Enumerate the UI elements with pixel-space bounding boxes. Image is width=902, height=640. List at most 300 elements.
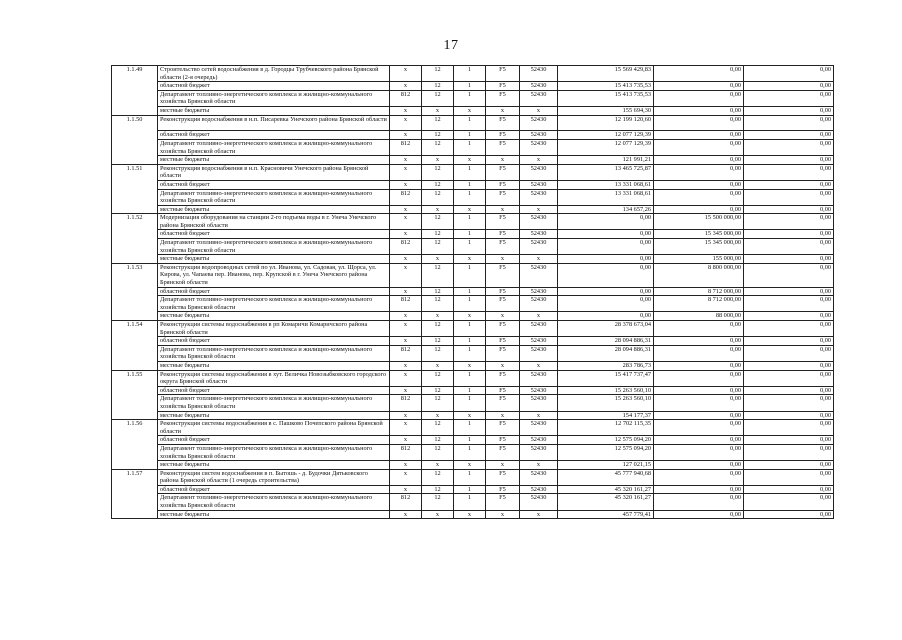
code-cell: x [454, 411, 486, 420]
amount-cell: 0,00 [744, 164, 834, 180]
code-cell: 12 [422, 164, 454, 180]
code-cell: x [486, 255, 520, 264]
amount-cell: 0,00 [558, 312, 654, 321]
table-row [112, 90, 834, 106]
code-cell: x [422, 106, 454, 115]
amount-cell: 0,00 [744, 420, 834, 436]
item-number: 1.1.52 [112, 214, 158, 264]
row-name: Реконструкция систем водоснабжения в п. Бытошь - д. Будочки Дятьковского района Брянской области (1 очередь строительства) [158, 469, 390, 485]
row-name: областной бюджет [158, 337, 390, 346]
amount-cell: 13 331 068,61 [558, 189, 654, 205]
table-row [112, 444, 834, 460]
code-cell: x [390, 82, 422, 91]
code-cell: 812 [390, 239, 422, 255]
code-cell: x [390, 510, 422, 519]
amount-cell: 8 712 000,00 [654, 287, 744, 296]
amount-cell: 121 991,21 [558, 156, 654, 165]
table-row [112, 370, 834, 386]
amount-cell: 0,00 [744, 395, 834, 411]
row-name: областной бюджет [158, 230, 390, 239]
amount-cell: 88 000,00 [654, 312, 744, 321]
code-cell: x [390, 461, 422, 470]
row-name: местные бюджеты [158, 411, 390, 420]
item-number: 1.1.51 [112, 164, 158, 214]
code-cell: x [486, 361, 520, 370]
row-name: Департамент топливно-энергетического комплекса и жилищно-коммунального хозяйства Брянской области [158, 90, 390, 106]
amount-cell: 15 345 000,00 [654, 239, 744, 255]
item-number: 1.1.50 [112, 115, 158, 164]
code-cell: 1 [454, 131, 486, 140]
code-cell: x [520, 411, 558, 420]
table-row [112, 420, 834, 436]
code-cell: x [520, 361, 558, 370]
code-cell: 52430 [520, 189, 558, 205]
code-cell: x [454, 156, 486, 165]
amount-cell: 0,00 [654, 444, 744, 460]
code-cell: 1 [454, 230, 486, 239]
amount-cell: 0,00 [654, 131, 744, 140]
amount-cell: 45 777 940,68 [558, 469, 654, 485]
code-cell: 12 [422, 214, 454, 230]
code-cell: x [390, 485, 422, 494]
code-cell: 12 [422, 395, 454, 411]
amount-cell: 0,00 [558, 263, 654, 287]
code-cell: F5 [486, 139, 520, 155]
amount-cell: 457 779,41 [558, 510, 654, 519]
code-cell: x [486, 461, 520, 470]
row-name: областной бюджет [158, 131, 390, 140]
amount-cell: 28 094 886,31 [558, 345, 654, 361]
amount-cell: 0,00 [744, 411, 834, 420]
amount-cell: 15 413 735,53 [558, 82, 654, 91]
amount-cell: 15 569 429,83 [558, 66, 654, 82]
table-row [112, 115, 834, 131]
amount-cell: 0,00 [654, 321, 744, 337]
row-name: местные бюджеты [158, 361, 390, 370]
budget-table [111, 65, 834, 519]
row-name: областной бюджет [158, 436, 390, 445]
table-row [112, 386, 834, 395]
code-cell: 52430 [520, 90, 558, 106]
code-cell: x [520, 106, 558, 115]
amount-cell: 15 345 000,00 [654, 230, 744, 239]
amount-cell: 0,00 [744, 263, 834, 287]
amount-cell: 0,00 [744, 205, 834, 214]
code-cell: 12 [422, 494, 454, 510]
code-cell: 52430 [520, 115, 558, 131]
code-cell: 52430 [520, 263, 558, 287]
amount-cell: 0,00 [654, 420, 744, 436]
code-cell: x [422, 255, 454, 264]
item-number: 1.1.55 [112, 370, 158, 420]
code-cell: x [520, 312, 558, 321]
code-cell: 52430 [520, 395, 558, 411]
table-row [112, 164, 834, 180]
code-cell: x [486, 156, 520, 165]
code-cell: 812 [390, 345, 422, 361]
code-cell: 812 [390, 395, 422, 411]
amount-cell: 28 378 673,04 [558, 321, 654, 337]
table-row [112, 189, 834, 205]
amount-cell: 8 800 000,00 [654, 263, 744, 287]
amount-cell: 0,00 [744, 139, 834, 155]
table-row [112, 180, 834, 189]
code-cell: x [422, 411, 454, 420]
code-cell: 12 [422, 420, 454, 436]
amount-cell: 0,00 [744, 287, 834, 296]
amount-cell: 0,00 [654, 156, 744, 165]
code-cell: F5 [486, 82, 520, 91]
code-cell: F5 [486, 494, 520, 510]
amount-cell: 0,00 [744, 230, 834, 239]
row-name: Реконструкция системы водоснабжения в рп Комаричи Комаричского района Брянской области [158, 321, 390, 337]
table-row [112, 337, 834, 346]
row-name: областной бюджет [158, 386, 390, 395]
code-cell: 52430 [520, 386, 558, 395]
row-name: Реконструкция водоснабжения в н.п. Красновичи Унечского района Брянской области [158, 164, 390, 180]
table-row [112, 469, 834, 485]
row-name: Департамент топливно-энергетического комплекса и жилищно-коммунального хозяйства Брянской области [158, 444, 390, 460]
amount-cell: 0,00 [558, 230, 654, 239]
code-cell: F5 [486, 239, 520, 255]
amount-cell: 0,00 [654, 337, 744, 346]
amount-cell: 15 263 560,10 [558, 395, 654, 411]
amount-cell: 28 094 886,31 [558, 337, 654, 346]
code-cell: F5 [486, 66, 520, 82]
row-name: Департамент топливно-энергетического комплекса и жилищно-коммунального хозяйства Брянской области [158, 345, 390, 361]
code-cell: 12 [422, 263, 454, 287]
code-cell: 1 [454, 386, 486, 395]
table-row [112, 287, 834, 296]
amount-cell: 0,00 [744, 386, 834, 395]
code-cell: F5 [486, 230, 520, 239]
code-cell: 12 [422, 444, 454, 460]
row-name: местные бюджеты [158, 255, 390, 264]
code-cell: 12 [422, 90, 454, 106]
amount-cell: 0,00 [744, 106, 834, 115]
table-row [112, 361, 834, 370]
code-cell: F5 [486, 180, 520, 189]
code-cell: 1 [454, 469, 486, 485]
code-cell: 52430 [520, 164, 558, 180]
row-name: местные бюджеты [158, 461, 390, 470]
amount-cell: 0,00 [654, 90, 744, 106]
code-cell: 1 [454, 485, 486, 494]
table-body [112, 66, 834, 519]
code-cell: 812 [390, 296, 422, 312]
amount-cell: 0,00 [744, 214, 834, 230]
row-name: Департамент топливно-энергетического комплекса и жилищно-коммунального хозяйства Брянской области [158, 189, 390, 205]
code-cell: 52430 [520, 444, 558, 460]
table-row [112, 436, 834, 445]
row-name: областной бюджет [158, 287, 390, 296]
table-row [112, 411, 834, 420]
amount-cell: 0,00 [654, 436, 744, 445]
amount-cell: 0,00 [654, 205, 744, 214]
amount-cell: 15 500 000,00 [654, 214, 744, 230]
amount-cell: 13 331 068,61 [558, 180, 654, 189]
code-cell: x [520, 255, 558, 264]
code-cell: 1 [454, 296, 486, 312]
code-cell: x [390, 263, 422, 287]
amount-cell: 15 413 735,53 [558, 90, 654, 106]
code-cell: x [520, 156, 558, 165]
code-cell: 1 [454, 164, 486, 180]
row-name: областной бюджет [158, 485, 390, 494]
row-name: Департамент топливно-энергетического комплекса и жилищно-коммунального хозяйства Брянской области [158, 494, 390, 510]
code-cell: F5 [486, 287, 520, 296]
code-cell: 52430 [520, 180, 558, 189]
code-cell: 52430 [520, 214, 558, 230]
code-cell: x [422, 205, 454, 214]
row-name: местные бюджеты [158, 156, 390, 165]
amount-cell: 0,00 [654, 82, 744, 91]
code-cell: F5 [486, 321, 520, 337]
amount-cell: 45 320 161,27 [558, 494, 654, 510]
code-cell: F5 [486, 214, 520, 230]
code-cell: x [390, 115, 422, 131]
code-cell: x [390, 205, 422, 214]
code-cell: F5 [486, 420, 520, 436]
code-cell: x [390, 287, 422, 296]
code-cell: F5 [486, 131, 520, 140]
code-cell: 1 [454, 239, 486, 255]
code-cell: 812 [390, 90, 422, 106]
amount-cell: 12 077 129,39 [558, 139, 654, 155]
code-cell: 12 [422, 180, 454, 189]
code-cell: x [390, 255, 422, 264]
table-row [112, 321, 834, 337]
table-row [112, 82, 834, 91]
amount-cell: 0,00 [654, 180, 744, 189]
row-name: Реконструкция системы водоснабжения в хут. Величка Новозыбковского городского округа Брянской области [158, 370, 390, 386]
amount-cell: 0,00 [558, 296, 654, 312]
code-cell: 12 [422, 287, 454, 296]
amount-cell: 0,00 [744, 180, 834, 189]
amount-cell: 0,00 [744, 131, 834, 140]
code-cell: 1 [454, 287, 486, 296]
code-cell: x [422, 156, 454, 165]
code-cell: x [390, 469, 422, 485]
amount-cell: 0,00 [744, 510, 834, 519]
row-name: Реконструкция водопроводных сетей по ул. Иванова, ул. Садовая, ул. Щорса, ул. Кирова, ул. Чапаева пер. Иванова, пер. Крупской в г. Унеча Унечского района Брянской области [158, 263, 390, 287]
amount-cell: 15 263 560,10 [558, 386, 654, 395]
code-cell: 12 [422, 82, 454, 91]
code-cell: 52430 [520, 337, 558, 346]
table-row [112, 156, 834, 165]
amount-cell: 13 465 725,87 [558, 164, 654, 180]
amount-cell: 155 000,00 [654, 255, 744, 264]
code-cell: x [390, 66, 422, 82]
amount-cell: 0,00 [654, 189, 744, 205]
amount-cell: 127 021,15 [558, 461, 654, 470]
code-cell: 1 [454, 444, 486, 460]
code-cell: 1 [454, 115, 486, 131]
amount-cell: 0,00 [744, 156, 834, 165]
code-cell: x [454, 361, 486, 370]
amount-cell: 45 320 161,27 [558, 485, 654, 494]
code-cell: F5 [486, 395, 520, 411]
row-name: местные бюджеты [158, 312, 390, 321]
code-cell: F5 [486, 337, 520, 346]
code-cell: F5 [486, 469, 520, 485]
amount-cell: 0,00 [558, 214, 654, 230]
amount-cell: 0,00 [654, 106, 744, 115]
row-name: местные бюджеты [158, 205, 390, 214]
code-cell: 1 [454, 420, 486, 436]
code-cell: 12 [422, 370, 454, 386]
code-cell: 12 [422, 230, 454, 239]
table-row [112, 510, 834, 519]
amount-cell: 12 575 094,20 [558, 436, 654, 445]
amount-cell: 0,00 [654, 345, 744, 361]
amount-cell: 0,00 [744, 296, 834, 312]
code-cell: x [454, 510, 486, 519]
code-cell: 52430 [520, 485, 558, 494]
code-cell: 12 [422, 386, 454, 395]
code-cell: F5 [486, 444, 520, 460]
row-name: Реконструкция водоснабжения в н.п. Писаревка Унечского района Брянской области [158, 115, 390, 131]
amount-cell: 0,00 [744, 189, 834, 205]
amount-cell: 0,00 [654, 461, 744, 470]
table-row [112, 205, 834, 214]
code-cell: 1 [454, 82, 486, 91]
amount-cell: 0,00 [654, 485, 744, 494]
code-cell: F5 [486, 189, 520, 205]
amount-cell: 12 702 115,35 [558, 420, 654, 436]
code-cell: 52430 [520, 139, 558, 155]
code-cell: x [520, 510, 558, 519]
code-cell: F5 [486, 436, 520, 445]
table-row [112, 255, 834, 264]
code-cell: F5 [486, 164, 520, 180]
code-cell: x [422, 461, 454, 470]
code-cell: x [486, 510, 520, 519]
code-cell: 12 [422, 131, 454, 140]
table-row [112, 296, 834, 312]
code-cell: 12 [422, 436, 454, 445]
amount-cell: 0,00 [744, 361, 834, 370]
code-cell: F5 [486, 90, 520, 106]
amount-cell: 0,00 [744, 66, 834, 82]
code-cell: 52430 [520, 469, 558, 485]
item-number: 1.1.49 [112, 66, 158, 116]
code-cell: x [390, 214, 422, 230]
amount-cell: 0,00 [744, 337, 834, 346]
code-cell: x [486, 312, 520, 321]
table-row [112, 131, 834, 140]
code-cell: 52430 [520, 296, 558, 312]
code-cell: x [422, 312, 454, 321]
code-cell: 1 [454, 139, 486, 155]
row-name: областной бюджет [158, 82, 390, 91]
amount-cell: 0,00 [744, 485, 834, 494]
code-cell: x [454, 461, 486, 470]
table-row [112, 485, 834, 494]
code-cell: 52430 [520, 66, 558, 82]
amount-cell: 0,00 [558, 255, 654, 264]
code-cell: x [422, 510, 454, 519]
amount-cell: 0,00 [654, 115, 744, 131]
amount-cell: 0,00 [654, 510, 744, 519]
code-cell: x [454, 255, 486, 264]
code-cell: F5 [486, 263, 520, 287]
code-cell: x [454, 205, 486, 214]
row-name: Строительство сетей водоснабжения в д. Городцы Трубчевского района Брянской области (2-я очередь) [158, 66, 390, 82]
amount-cell: 0,00 [744, 469, 834, 485]
code-cell: x [390, 164, 422, 180]
amount-cell: 0,00 [654, 386, 744, 395]
code-cell: F5 [486, 296, 520, 312]
code-cell: x [390, 386, 422, 395]
code-cell: 12 [422, 321, 454, 337]
table-row [112, 312, 834, 321]
amount-cell: 0,00 [744, 90, 834, 106]
table-row [112, 230, 834, 239]
code-cell: 52430 [520, 82, 558, 91]
code-cell: x [390, 436, 422, 445]
code-cell: 1 [454, 263, 486, 287]
amount-cell: 0,00 [654, 164, 744, 180]
code-cell: 52430 [520, 420, 558, 436]
amount-cell: 0,00 [744, 321, 834, 337]
code-cell: 12 [422, 239, 454, 255]
row-name: местные бюджеты [158, 510, 390, 519]
code-cell: 1 [454, 494, 486, 510]
code-cell: 1 [454, 189, 486, 205]
amount-cell: 0,00 [654, 139, 744, 155]
amount-cell: 0,00 [654, 361, 744, 370]
code-cell: 52430 [520, 287, 558, 296]
page-number: 17 [443, 38, 459, 53]
amount-cell: 0,00 [744, 115, 834, 131]
code-cell: x [454, 106, 486, 115]
amount-cell: 12 077 129,39 [558, 131, 654, 140]
code-cell: 12 [422, 115, 454, 131]
code-cell: x [486, 106, 520, 115]
code-cell: 12 [422, 139, 454, 155]
code-cell: 1 [454, 436, 486, 445]
code-cell: x [520, 461, 558, 470]
code-cell: 52430 [520, 436, 558, 445]
table-row [112, 263, 834, 287]
code-cell: 52430 [520, 131, 558, 140]
amount-cell: 0,00 [744, 461, 834, 470]
amount-cell: 0,00 [744, 82, 834, 91]
amount-cell: 0,00 [558, 287, 654, 296]
amount-cell: 0,00 [744, 255, 834, 264]
code-cell: 1 [454, 345, 486, 361]
code-cell: 1 [454, 321, 486, 337]
row-name: Департамент топливно-энергетического комплекса и жилищно-коммунального хозяйства Брянской области [158, 239, 390, 255]
table-row [112, 345, 834, 361]
code-cell: 52430 [520, 370, 558, 386]
amount-cell: 283 786,73 [558, 361, 654, 370]
amount-cell: 134 657,26 [558, 205, 654, 214]
amount-cell: 0,00 [558, 239, 654, 255]
item-number: 1.1.56 [112, 420, 158, 470]
code-cell: 1 [454, 180, 486, 189]
code-cell: 1 [454, 370, 486, 386]
code-cell: x [390, 361, 422, 370]
code-cell: F5 [486, 485, 520, 494]
code-cell: F5 [486, 386, 520, 395]
code-cell: x [390, 337, 422, 346]
amount-cell: 155 694,30 [558, 106, 654, 115]
code-cell: x [422, 361, 454, 370]
row-name: Реконструкция системы водоснабжения в с. Пашково Почепского района Брянской области [158, 420, 390, 436]
table-row [112, 395, 834, 411]
